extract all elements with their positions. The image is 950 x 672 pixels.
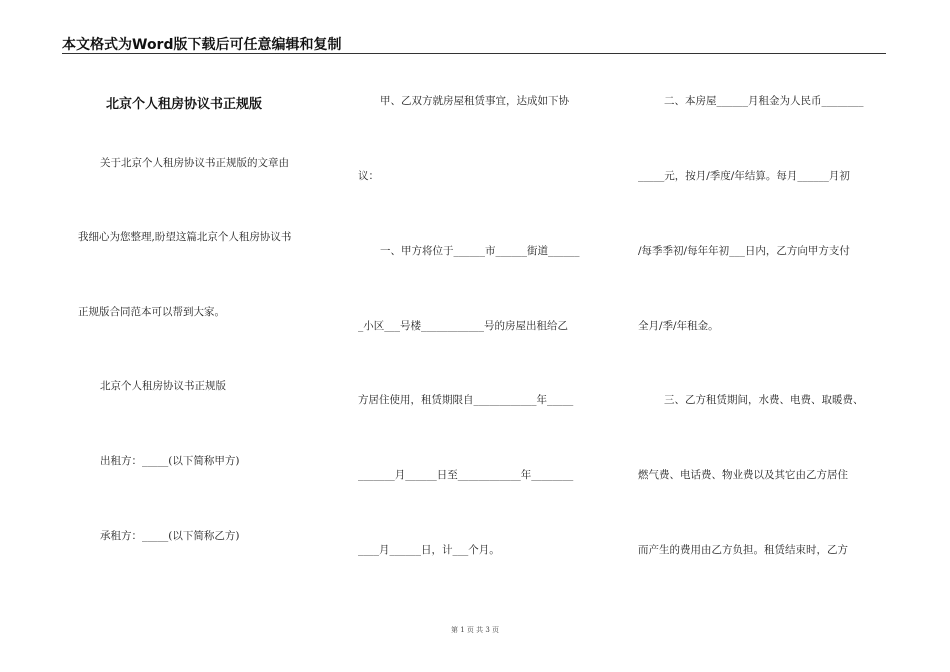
paragraph-line: ____月______日，计___个月。 — [358, 544, 500, 556]
paragraph-line: _小区___号楼____________号的房屋出租给乙 — [358, 320, 568, 332]
paragraph-line: _______月______日至____________年________ — [358, 469, 574, 481]
paragraph-line: 正规版合同范本可以帮到大家。 — [78, 306, 225, 318]
document-header-title: 本文格式为Word版下载后可任意编辑和复制 — [62, 37, 342, 53]
page-number: 第 1 页 共 3 页 — [450, 626, 500, 634]
paragraph-line: 出租方：_____(以下简称甲方) — [100, 455, 240, 467]
paragraph-line: 燃气费、电话费、物业费以及其它由乙方居住 — [638, 469, 848, 481]
paragraph-line: 而产生的费用由乙方负担。租赁结束时，乙方 — [638, 544, 848, 556]
paragraph-line: 甲、乙双方就房屋租赁事宜，达成如下协 — [380, 95, 569, 107]
paragraph-line: 议： — [358, 170, 379, 182]
paragraph-line: 三、乙方租赁期间，水费、电费、取暖费、 — [664, 394, 864, 406]
paragraph-line: 一、甲方将位于______市______街道______ — [380, 245, 580, 257]
paragraph-line: 方居住使用，租赁期限自____________年_____ — [358, 394, 574, 406]
text-column-2 — [358, 0, 608, 620]
paragraph-line: _____元，按月/季度/年结算。每月______月初 — [638, 170, 850, 182]
paragraph-line: 承租方：_____(以下简称乙方) — [100, 530, 240, 542]
paragraph-line: 我细心为您整理,盼望这篇北京个人租房协议书 — [78, 231, 292, 243]
text-column-3 — [638, 0, 888, 620]
paragraph-line: 北京个人租房协议书正规版 — [100, 380, 226, 392]
paragraph-line: 二、本房屋______月租金为人民币________ — [664, 95, 864, 107]
text-column-1 — [78, 0, 328, 620]
paragraph-line: 全月/季/年租金。 — [638, 320, 719, 332]
paragraph-line: /每季季初/每年年初___日内，乙方向甲方支付 — [638, 245, 850, 257]
paragraph-line: 关于北京个人租房协议书正规版的文章由 — [100, 157, 289, 169]
document-title: 北京个人租房协议书正规版 — [106, 97, 263, 112]
